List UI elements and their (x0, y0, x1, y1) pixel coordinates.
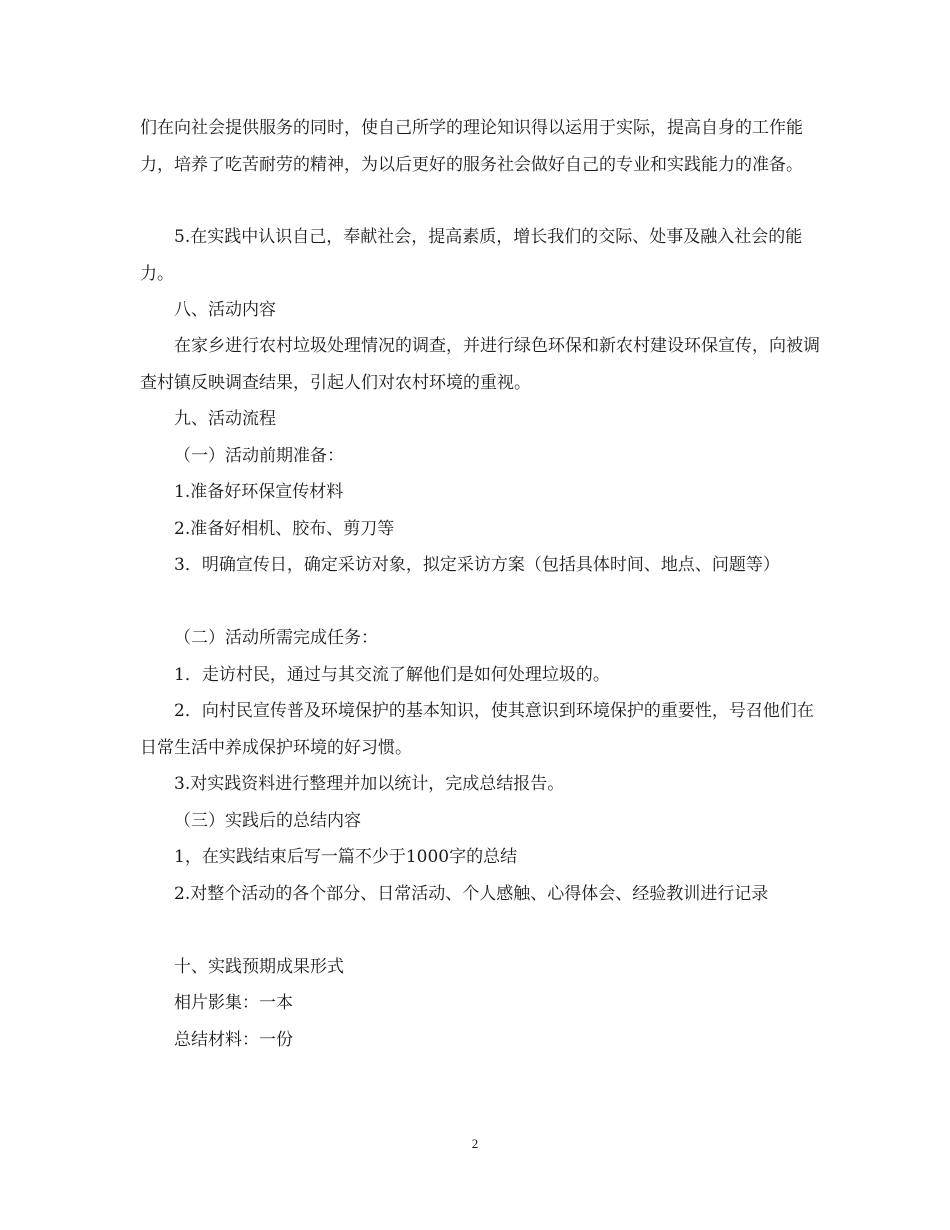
list-item-summary-2: 2.对整个活动的各个部分、日常活动、个人感触、心得体会、经验教训进行记录 (174, 884, 769, 904)
paragraph-item-5: 5.在实践中认识自己，奉献社会，提高素质，增长我们的交际、处事及融入社会的能力。 (140, 227, 803, 284)
heading-activity-content: 八、活动内容 (174, 300, 276, 320)
subheading-summary: （三）实践后的总结内容 (174, 811, 361, 831)
paragraph-continuation: 们在向社会提供服务的同时，使自己所学的理论知识得以运用于实际，提高自身的工作能力，培养了吃苦耐劳的精神，为以后更好的服务社会做好自己的专业和实践能力的准备。 (140, 118, 803, 175)
heading-activity-process: 九、活动流程 (174, 409, 276, 429)
result-photo-album: 相片影集：一本 (174, 993, 293, 1013)
list-item-task-3: 3.对实践资料进行整理并加以统计，完成总结报告。 (174, 774, 565, 794)
result-summary-material: 总结材料：一份 (174, 1030, 293, 1050)
list-item-prep-1: 1.准备好环保宣传材料 (174, 482, 344, 502)
list-item-task-2: 2．向村民宣传普及环境保护的基本知识，使其意识到环境保护的重要性，号召他们在日常生活中养成保护环境的好习惯。 (140, 701, 814, 758)
list-item-summary-1: 1，在实践结束后写一篇不少于1000字的总结 (174, 847, 518, 867)
list-item-prep-3: 3．明确宣传日，确定采访对象，拟定采访方案（包括具体时间、地点、问题等） (174, 555, 780, 575)
subheading-preparation: （一）活动前期准备： (174, 446, 344, 466)
list-item-prep-2: 2.准备好相机、胶布、剪刀等 (174, 519, 395, 539)
paragraph-activity-content: 在家乡进行农村垃圾处理情况的调查，并进行绿色环保和新农村建设环保宣传，向被调查村镇反映调查结果，引起人们对农村环境的重视。 (140, 336, 820, 393)
list-item-task-1: 1．走访村民，通过与其交流了解他们是如何处理垃圾的。 (174, 665, 610, 685)
heading-expected-results: 十、实践预期成果形式 (174, 957, 344, 977)
subheading-tasks: （二）活动所需完成任务： (174, 628, 378, 648)
page-number: 2 (471, 1136, 479, 1151)
